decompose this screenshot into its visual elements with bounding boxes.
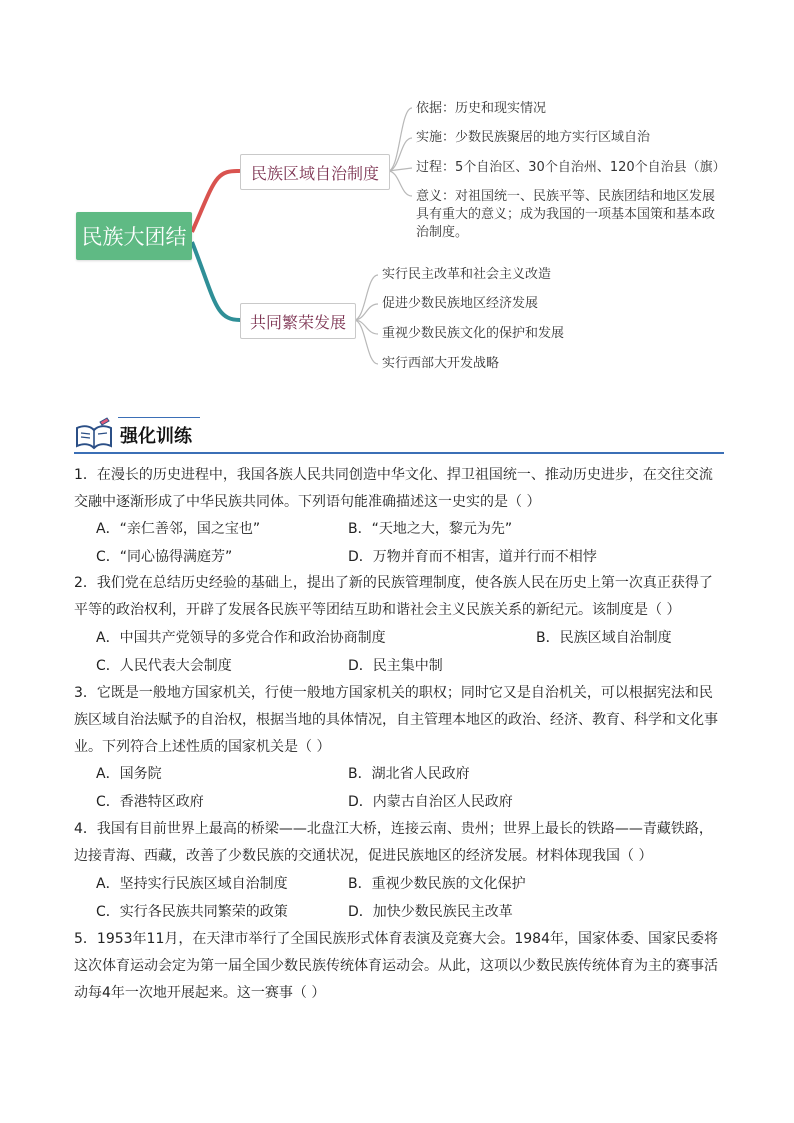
question-2-option-d: D．民主集中制 [348, 658, 443, 674]
question-3-stem: 3．它既是一般地方国家机关，行使一般地方国家机关的职权；同时它又是自治机关，可以根据宪法和民族区域自治法赋予的自治权，根据当地的具体情况，自主管理本地区的政治、经济、教育、科学和文化事业。下列符合上述性质的国家机关是（ ） [74, 685, 718, 755]
question-1-option-b: B．“天地之大，黎元为先” [348, 521, 513, 537]
book-icon [74, 416, 114, 452]
leaf-west-development: 实行西部大开发战略 [382, 356, 500, 371]
question-4-option-b: B．重视少数民族的文化保护 [348, 876, 526, 892]
leaf-reform: 实行民主改革和社会主义改造 [382, 267, 552, 282]
mindmap-branch-prosperity: 共同繁荣发展 [240, 303, 356, 339]
leaf-economy: 促进少数民族地区经济发展 [382, 296, 539, 311]
mindmap-root: 民族大团结 [76, 212, 192, 260]
header-top-rule [118, 417, 200, 418]
question-1-option-a: A．“亲仁善邻，国之宝也” [96, 521, 261, 537]
question-2-option-a: A．中国共产党领导的多党合作和政治协商制度 [96, 630, 386, 646]
branch2-connector [192, 242, 240, 320]
header-underline [74, 452, 724, 454]
question-2-option-b: B．民族区域自治制度 [536, 630, 672, 646]
mindmap-branch-autonomy: 民族区域自治制度 [240, 154, 390, 190]
section-title: 强化训练 [120, 426, 192, 447]
question-3-option-a: A．国务院 [96, 766, 162, 782]
question-2-stem: 2．我们党在总结历史经验的基础上，提出了新的民族管理制度，使各族人民在历史上第一次真正获得了平等的政治权利，开辟了发展各民族平等团结互助和谐社会主义民族关系的新纪元。该制度是（ ） [74, 575, 713, 618]
question-4-option-d: D．加快少数民族民主改革 [348, 904, 513, 920]
leaf-significance: 意义：对祖国统一、民族平等、民族团结和地区发展具有重大的意义；成为我国的一项基本国策和基本政治制度。 [416, 189, 716, 240]
branch2-leaf-lines [354, 275, 378, 364]
leaf-process: 过程：5个自治区、30个自治州、120个自治县（旗） [416, 160, 726, 175]
question-1-option-d: D．万物并育而不相害，道并行而不相悖 [348, 549, 597, 565]
branch1-connector [192, 171, 240, 232]
question-4-stem: 4．我国有目前世界上最高的桥梁——北盘江大桥，连接云南、贵州；世界上最长的铁路——青藏铁路，边接青海、西藏，改善了少数民族的交通状况，促进民族地区的经济发展。材料体现我国（ ） [74, 821, 713, 864]
question-1-option-c: C．“同心協得满庭芳” [96, 549, 233, 565]
question-2-option-c: C．人民代表大会制度 [96, 658, 232, 674]
question-4-option-c: C．实行各民族共同繁荣的政策 [96, 904, 288, 920]
leaf-culture: 重视少数民族文化的保护和发展 [382, 326, 565, 341]
question-3-option-c: C．香港特区政府 [96, 794, 204, 810]
question-5-stem: 5．1953年11月，在天津市举行了全国民族形式体育表演及竞赛大会。1984年，国家体委、国家民委将这次体育运动会定为第一届全国少数民族传统体育运动会。从此，这项以少数民族传统体育为主的赛事活动每4年一次地开展起来。这一赛事（ ） [74, 931, 718, 1001]
question-4-option-a: A．坚持实行民族区域自治制度 [96, 876, 288, 892]
question-3-option-b: B．湖北省人民政府 [348, 766, 470, 782]
leaf-basis: 依据：历史和现实情况 [416, 101, 547, 116]
branch1-leaf-lines [388, 108, 412, 196]
leaf-implementation: 实施：少数民族聚居的地方实行区域自治 [416, 130, 651, 145]
question-3-option-d: D．内蒙古自治区人民政府 [348, 794, 513, 810]
question-1-stem: 1．在漫长的历史进程中，我国各族人民共同创造中华文化、捍卫祖国统一、推动历史进步，在交往交流交融中逐渐形成了中华民族共同体。下列语句能准确描述这一史实的是（ ） [74, 467, 713, 510]
section-header [74, 416, 724, 456]
